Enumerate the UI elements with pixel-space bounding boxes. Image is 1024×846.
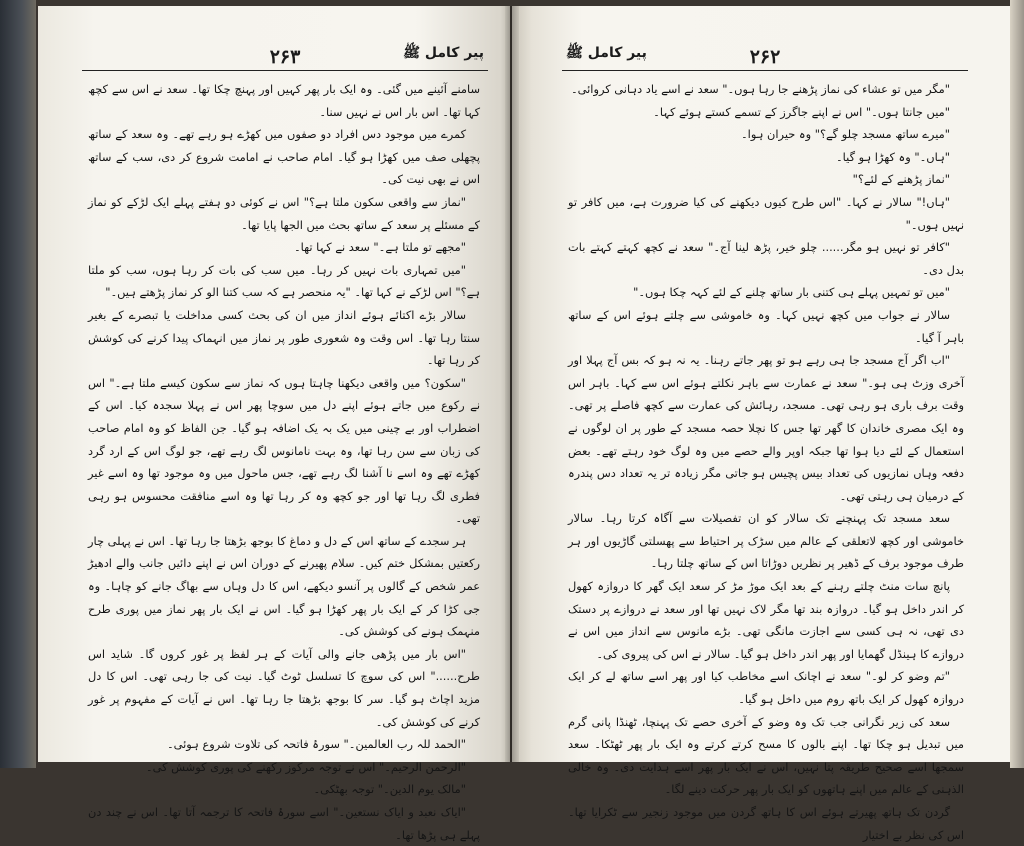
right-paragraph: "کافر تو نہیں ہو مگر...... چلو خیر، پڑھ لینا آج۔" سعد نے کچھ کہتے کہتے بات بدل دی۔ (568, 240, 964, 277)
left-paragraph: "مجھے تو ملتا ہے۔" سعد نے کہا تھا۔ (293, 240, 466, 255)
right-paragraph: "میرے ساتھ مسجد چلو گے؟" وہ حیران ہوا۔ (740, 127, 950, 142)
right-paragraph: "میں جانتا ہوں۔" اس نے اپنے جاگرز کے تسمے کستے ہوئے کہا۔ (653, 104, 950, 119)
left-paragraph: "الرحمن الرحیم۔" اس نے توجہ مرکوز رکھنے کی پوری کوشش کی۔ (145, 759, 466, 774)
left-paragraph: "الحمد للہ رب العالمین۔" سورۂ فاتحہ کی تلاوت شروع ہوئی۔ (166, 737, 466, 752)
book-gutter (505, 6, 519, 762)
right-paragraph: سعد مسجد تک پہنچنے تک سالار کو ان تفصیلات سے آگاہ کرتا رہا۔ سالار خاموشی اور کچھ لاتعلقی کے عالم میں سڑک پر احتیاط سے پھسلتی گاڑیوں اور ہر طرف موجود برف کے ڈھیر پر نظریں دوڑاتا اس کے ساتھ چلتا رہا۔ (568, 511, 964, 571)
right-paragraph: "ہاں۔" وہ کھڑا ہو گیا۔ (835, 149, 950, 164)
right-page (512, 6, 1012, 842)
right-page-body (568, 78, 964, 846)
right-running-title: پیر کامل ﷺ (566, 45, 647, 61)
left-paragraph: "اس بار میں پڑھی جانے والی آیات کے ہر لفظ پر غور کروں گا۔ شاید اس طرح......" اس کی سوچ کا تسلسل ٹوٹ گیا۔ نیت کی جا رہی تھی۔ اس کا دل مزید اچاٹ ہو گیا۔ سر کا بوجھ بڑھتا جا رہا تھا۔ اس نے آیات کے مفہوم پر غور کرنے کی کوشش کی۔ (88, 646, 480, 729)
left-paragraph: کمرے میں موجود دس افراد دو صفوں میں کھڑے ہو رہے تھے۔ وہ سعد کے ساتھ پچھلی صف میں کھڑا ہو گیا۔ امام صاحب نے امامت شروع کر دی، سب کے ساتھ اس نے بھی نیت کی۔ (88, 127, 480, 187)
right-paragraph: "ہاں!" سالار نے کہا۔ "اس طرح کیوں دیکھنے کی کیا ضرورت ہے، میں کافر تو نہیں ہوں۔" (568, 194, 964, 232)
left-page-header (82, 42, 488, 71)
right-paragraph: سالار نے جواب میں کچھ نہیں کہا۔ وہ خاموشی سے چلتے ہوئے اس کے ساتھ باہر آ گیا۔ (568, 307, 964, 345)
right-paragraph: پانچ سات منٹ چلتے رہنے کے بعد ایک موڑ مڑ کر سعد ایک گھر کا دروازہ کھول کر اندر داخل ہو گیا۔ دروازہ بند تھا مگر لاک نہیں تھا اور سعد نے دروازے پر دستک دی تھی، نہ ہی کسی سے اجازت مانگی تھی۔ بڑے مانوس سے انداز میں اس نے دروازے کا ہینڈل گھمایا اور پھر اندر داخل ہو گیا۔ سالار نے اس کی پیروی کی۔ (568, 579, 964, 661)
left-paragraph: "سکون؟ میں واقعی دیکھنا چاہتا ہوں کہ نماز سے سکون کیسے ملتا ہے۔" اس نے رکوع میں جاتے ہوئے اپنے دل میں سوچا پھر اس نے پہلا سجدہ کیا۔ اس کے اضطراب اور بے چینی میں یک بہ یک اضافہ ہو گیا۔ جن الفاظ کو وہ امام صاحب کی زبان سے سن رہا تھا، وہ بہت نامانوس لگ رہے تھے، جو لوگ اس کے ارد گرد کھڑے تھے وہ اسے نا آشنا لگ رہے تھے، جس ماحول میں وہ موجود تھا وہ اسے غیر فطری لگ رہا تھا اور جو کچھ وہ کر رہا تھا وہ اسے منافقت محسوس ہو رہی تھی۔ (88, 375, 480, 526)
right-page-header (562, 42, 968, 71)
book-background-edge (0, 0, 36, 768)
left-paragraph: "ایاک نعبد و ایاک نستعین۔" اسے سورۂ فاتحہ کا ترجمہ آتا تھا۔ اس نے چند دن پہلے ہی پڑھا تھا۔ (88, 805, 480, 842)
left-paragraph: "میں تمہاری بات نہیں کر رہا۔ میں سب کی بات کر رہا ہوں، سب کو ملتا ہے؟" اس لڑکے نے کہا تھا۔ "یہ منحصر ہے کہ سب کتنا الو کر نماز پڑھتے ہیں۔" (88, 262, 480, 300)
right-page-number: ۲۶۲ (749, 46, 781, 68)
left-paragraph: سامنے آئینے میں گئی۔ وہ ایک بار پھر کہیں اور پہنچ چکا تھا۔ سعد نے اس سے کچھ کہا تھا۔ اس بار اس نے نہیں سنا۔ (88, 82, 480, 119)
right-paragraph: "اب اگر آج مسجد جا ہی رہے ہو تو پھر جاتے رہنا۔ یہ نہ ہو کہ بس آج پہلا اور آخری وزٹ ہی ہو۔" سعد نے عمارت سے باہر نکلتے ہوئے اس سے کہا۔ باہر اس وقت برف باری ہو رہی تھی۔ مسجد، رہائش کی عمارت سے کچھ فاصلے پر تھی۔ وہ ایک مصری خاندان کا گھر تھا جس کا نچلا حصہ مسجد کے طور پر ان لوگوں نے استعمال کے لئے دیا ہوا تھا جبکہ اوپر والے حصے میں وہ لوگ خود رہتے تھے۔ بعض دفعہ وہاں نمازیوں کی تعداد بیس پچیس ہو جاتی مگر زیادہ تر یہ تعداد دس پندرہ کے درمیان ہی رہتی تھی۔ (568, 353, 964, 503)
right-paragraph: سعد کی زیر نگرانی جب تک وہ وضو کے آخری حصے تک پہنچا، ٹھنڈا پانی گرم میں تبدیل ہو چکا تھا۔ اپنے بالوں کا مسح کرتے کرتے وہ ایک بار پھر ٹھٹکا۔ سعد سمجھا اسے صحیح طریقہ پتا نہیں، اس نے ایک بار پھر اسے ہدایت دی۔ وہ خالی الذہنی کے عالم میں اپنے ہاتھوں کو ایک بار پھر حرکت دینے لگا۔ (568, 714, 964, 797)
left-paragraph: "نماز سے واقعی سکون ملتا ہے؟" اس نے کوئی دو ہفتے پہلے ایک لڑکے کو نماز کے مسئلے پر سعد کے ساتھ بحث میں الجھا پایا تھا۔ (88, 194, 480, 232)
right-paragraph: گردن تک ہاتھ پھیرتے ہوئے اس کا ہاتھ گردن میں موجود زنجیر سے ٹکرایا تھا۔ اس کی نظر بے اختیار (568, 805, 964, 842)
left-page-body (88, 78, 480, 846)
left-page (38, 6, 510, 842)
left-paragraph: سالار بڑے اکتائے ہوئے انداز میں ان کی بحث کسی مداخلت یا تبصرے کے بغیر سنتا رہا تھا۔ اس وقت وہ شعوری طور پر نماز میں انہماک پیدا کرنے کی کوشش کر رہا تھا۔ (88, 307, 480, 368)
right-paragraph: "نماز پڑھنے کے لئے؟" (852, 172, 950, 187)
left-paragraph: ہر سجدے کے ساتھ اس کے دل و دماغ کا بوجھ بڑھتا جا رہا تھا۔ اس نے پہلی چار رکعتیں بمشکل ختم کیں۔ سلام پھیرنے کے دوران اس نے اپنے دائیں جانب والے ادھیڑ عمر شخص کے گالوں پر آنسو دیکھے، اس کا دل وہاں سے بھاگ جانے کو چاہا۔ وہ جی کڑا کر کے ایک بار پھر کھڑا ہو گیا۔ اس نے ایک بار پھر نماز میں پوری طرح منہمک ہونے کی کوشش کی۔ (88, 533, 480, 639)
left-paragraph: "مالک یوم الدین۔" توجہ بھٹکی۔ (313, 782, 466, 797)
left-page-number: ۲۶۳ (269, 46, 301, 68)
right-paragraph: "میں تو تمہیں پہلے ہی کتنی بار ساتھ چلنے کے لئے کہہ چکا ہوں۔" (633, 285, 950, 300)
right-paragraph: "مگر میں تو عشاء کی نماز پڑھنے جا رہا ہوں۔" سعد نے اسے یاد دہانی کروائی۔ (570, 82, 950, 96)
left-running-title: پیر کامل ﷺ (403, 45, 484, 61)
page-edges-right (1010, 0, 1024, 768)
right-paragraph: "تم وضو کر لو۔" سعد نے اچانک اسے مخاطب کیا اور پھر اسے ساتھ لے کر ایک دروازہ کھول کر ایک باتھ روم میں داخل ہو گیا۔ (568, 669, 964, 707)
